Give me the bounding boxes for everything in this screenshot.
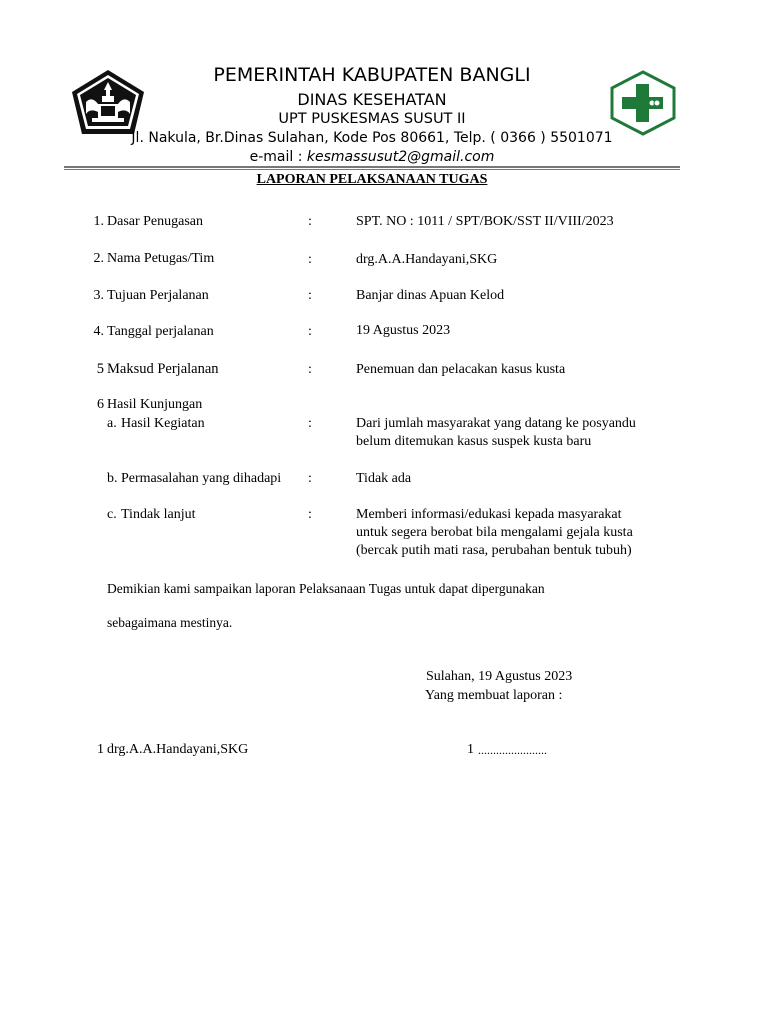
- item-value: Banjar dinas Apuan Kelod: [356, 288, 505, 303]
- subitem-colon: :: [308, 416, 312, 431]
- subitem-letter: c.: [107, 507, 117, 522]
- item-value: Penemuan dan pelacakan kasus kusta: [356, 362, 566, 377]
- item-value: drg.A.A.Handayani,SKG: [356, 252, 498, 267]
- header-divider-thick: [64, 166, 680, 168]
- signature-blank-dots: .......................: [478, 743, 547, 757]
- subitem-colon: :: [308, 507, 312, 522]
- subitem-value-line: (bercak putih mati rasa, perubahan bentuk tubuh): [356, 543, 632, 558]
- item-colon: :: [308, 214, 312, 229]
- subitem-value-line: Memberi informasi/edukasi kepada masyarakat: [356, 507, 622, 522]
- document-title: LAPORAN PELAKSANAAN TUGAS: [256, 172, 488, 187]
- item-label: Tujuan Perjalanan: [107, 288, 209, 303]
- closing-line-1: Demikian kami sampaikan laporan Pelaksanaan Tugas untuk dapat dipergunakan: [107, 581, 545, 596]
- item-colon: :: [308, 362, 312, 377]
- header-divider-thin: [64, 169, 680, 170]
- item-value: SPT. NO : 1011 / SPT/BOK/SST II/VIII/2023: [356, 214, 614, 229]
- signature-place-date: Sulahan, 19 Agustus 2023: [426, 669, 573, 684]
- signatory-name: drg.A.A.Handayani,SKG: [107, 742, 249, 757]
- email-address: kesmassusut2@gmail.com: [306, 149, 495, 165]
- header-unit: UPT PUSKESMAS SUSUT II: [278, 111, 466, 127]
- header-address: Jl. Nakula, Br.Dinas Sulahan, Kode Pos 80661, Telp. ( 0366 ) 5501071: [131, 130, 613, 146]
- subitem-label: Hasil Kegiatan: [121, 416, 205, 431]
- subitem-value-line: belum ditemukan kasus suspek kusta baru: [356, 434, 592, 449]
- item-label: Nama Petugas/Tim: [107, 251, 215, 266]
- subitem-label: Tindak lanjut: [121, 507, 196, 522]
- item-colon: :: [308, 288, 312, 303]
- item-colon: :: [308, 252, 312, 267]
- item-number: 6: [97, 397, 104, 412]
- item-number: 3.: [93, 288, 104, 303]
- signatory-number: 1: [97, 742, 104, 757]
- subitem-value-line: untuk segera berobat bila mengalami gejala kusta: [356, 525, 633, 540]
- subitem-colon: :: [308, 471, 312, 486]
- item-value: 19 Agustus 2023: [356, 323, 451, 338]
- signature-number: 1: [467, 742, 474, 757]
- item-number: 5: [96, 361, 104, 377]
- item-label: Dasar Penugasan: [107, 214, 204, 229]
- item-number: 1.: [93, 214, 104, 229]
- subitem-value-line: Dari jumlah masyarakat yang datang ke posyandu: [356, 416, 636, 431]
- item-label: Maksud Perjalanan: [107, 361, 219, 377]
- header-email-line: [0, 149, 744, 165]
- item-number: 2.: [93, 251, 104, 266]
- subitem-label: Permasalahan yang dihadapi: [121, 471, 282, 486]
- header-government: PEMERINTAH KABUPATEN BANGLI: [213, 64, 531, 86]
- item-label: Tanggal perjalanan: [107, 324, 214, 339]
- email-label: e-mail :: [249, 149, 307, 165]
- item-label: Hasil Kunjungan: [107, 397, 203, 412]
- subitem-value-line: Tidak ada: [356, 471, 412, 486]
- closing-line-2: sebagaimana mestinya.: [107, 615, 233, 630]
- subitem-letter: a.: [107, 416, 117, 431]
- signature-made-by: Yang membuat laporan :: [425, 688, 563, 703]
- header-department: DINAS KESEHATAN: [297, 90, 447, 109]
- item-colon: :: [308, 324, 312, 339]
- subitem-letter: b.: [107, 471, 118, 486]
- item-number: 4.: [93, 324, 104, 339]
